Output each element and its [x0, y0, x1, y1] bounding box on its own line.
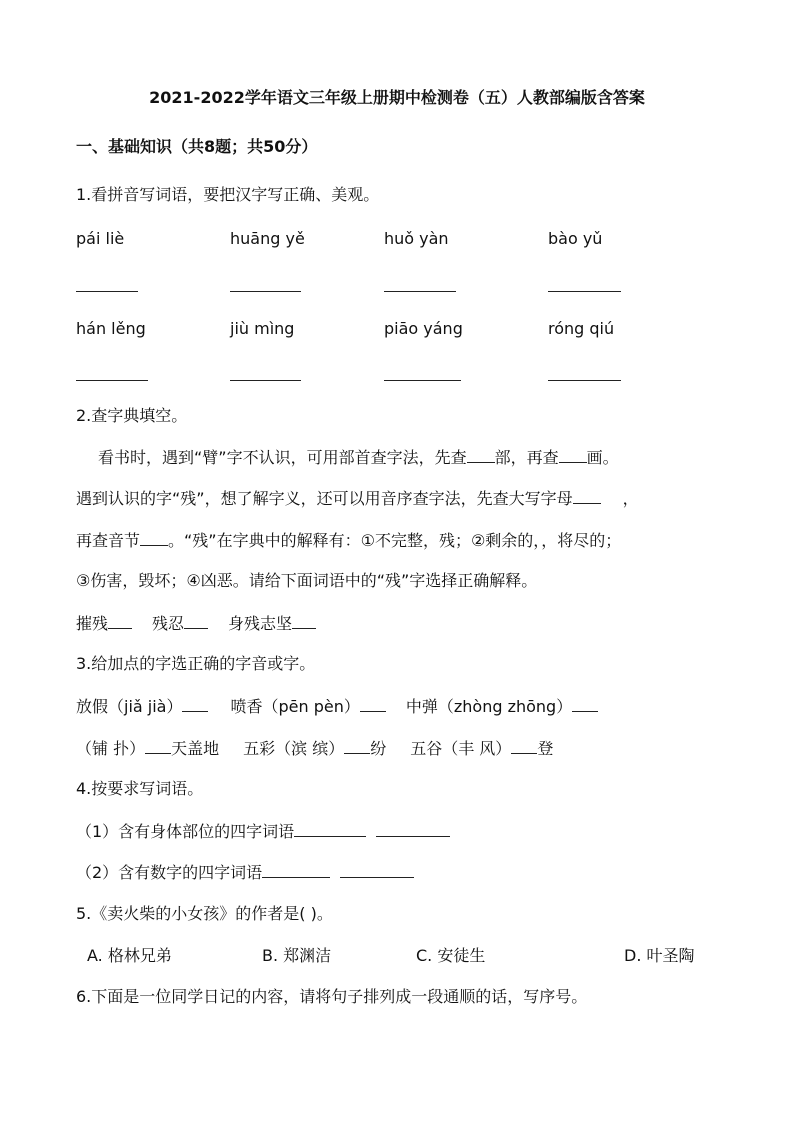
answer-blank[interactable] [108, 612, 132, 629]
question-5-prompt: 5.《卖火柴的小女孩》的作者是( )。 [76, 904, 333, 923]
option-c[interactable]: C. 安徒生 [416, 946, 486, 965]
option-b[interactable]: B. 郑渊洁 [262, 946, 332, 965]
answer-blank[interactable] [292, 612, 316, 629]
pinyin-pai-lie: pái liè [76, 229, 125, 248]
answer-blank[interactable] [230, 380, 301, 381]
answer-blank[interactable] [548, 291, 621, 292]
pinyin-bao-yu: bào yǔ [548, 229, 603, 248]
question-2-prompt: 2.查字典填空。 [76, 406, 188, 425]
answer-blank[interactable] [559, 446, 587, 463]
answer-blank[interactable] [294, 820, 366, 837]
answer-blank[interactable] [511, 737, 537, 754]
answer-blank[interactable] [467, 446, 495, 463]
q3-line-1: 放假（jiǎ jià） 喷香（pēn pèn） 中弹（zhòng zhōng） [76, 695, 598, 718]
q2-line-2: 遇到认识的字“残”，想了解字义，还可以用音序查字法，先查大写字母 ， [76, 489, 639, 508]
question-3-prompt: 3.给加点的字选正确的字音或字。 [76, 654, 316, 673]
q3-line-2: （铺 扑） 天盖地 五彩（滨 缤） 纷 五谷（丰 风） 登 [76, 739, 554, 758]
answer-blank[interactable] [76, 380, 148, 381]
q2-line-3: 再查音节 。“残”在字典中的解释有：①不完整，残；②剩余的，，将尽的； [76, 531, 622, 550]
question-4-prompt: 4.按要求写词语。 [76, 779, 204, 798]
answer-blank[interactable] [140, 529, 168, 546]
q2-words: 摧残 残忍 身残志坚 [76, 612, 316, 635]
answer-blank[interactable] [548, 380, 621, 381]
answer-blank[interactable] [360, 695, 386, 712]
answer-blank[interactable] [145, 737, 171, 754]
q2-line-4: ③伤害，毁坏；④凶恶。请给下面词语中的“残”字选择正确解释。 [76, 571, 538, 590]
answer-blank[interactable] [384, 380, 461, 381]
pinyin-huo-yan: huǒ yàn [384, 229, 449, 248]
answer-blank[interactable] [184, 612, 208, 629]
answer-blank[interactable] [230, 291, 301, 292]
answer-blank[interactable] [76, 291, 138, 292]
pinyin-jiu-ming: jiù mìng [230, 319, 295, 338]
answer-blank[interactable] [573, 487, 601, 504]
answer-blank[interactable] [262, 861, 330, 878]
question-6-prompt: 6.下面是一位同学日记的内容，请将句子排列成一段通顺的话，写序号。 [76, 987, 588, 1006]
question-1-prompt: 1.看拼音写词语，要把汉字写正确、美观。 [76, 185, 380, 204]
pinyin-han-leng: hán lěng [76, 319, 146, 338]
section-heading: 一、基础知识（共8题；共50分） [76, 137, 318, 156]
pinyin-rong-qiu: róng qiú [548, 319, 615, 338]
answer-blank[interactable] [182, 695, 208, 712]
q4-sub-1: （1）含有身体部位的四字词语 [76, 820, 450, 843]
document-title: 2021-2022学年语文三年级上册期中检测卷（五）人教部编版含答案 [149, 88, 645, 107]
answer-blank[interactable] [572, 695, 598, 712]
pinyin-huang-ye: huāng yě [230, 229, 305, 248]
answer-blank[interactable] [344, 737, 370, 754]
option-a[interactable]: A. 格林兄弟 [87, 946, 172, 965]
answer-blank[interactable] [340, 861, 414, 878]
answer-blank[interactable] [376, 820, 450, 837]
q2-line-1: 看书时，遇到“臂”字不认识，可用部首查字法，先查 部，再查 画。 [98, 448, 619, 467]
q4-sub-2: （2）含有数字的四字词语 [76, 861, 414, 884]
option-d[interactable]: D. 叶圣陶 [624, 946, 695, 965]
answer-blank[interactable] [384, 291, 456, 292]
pinyin-piao-yang: piāo yáng [384, 319, 463, 338]
